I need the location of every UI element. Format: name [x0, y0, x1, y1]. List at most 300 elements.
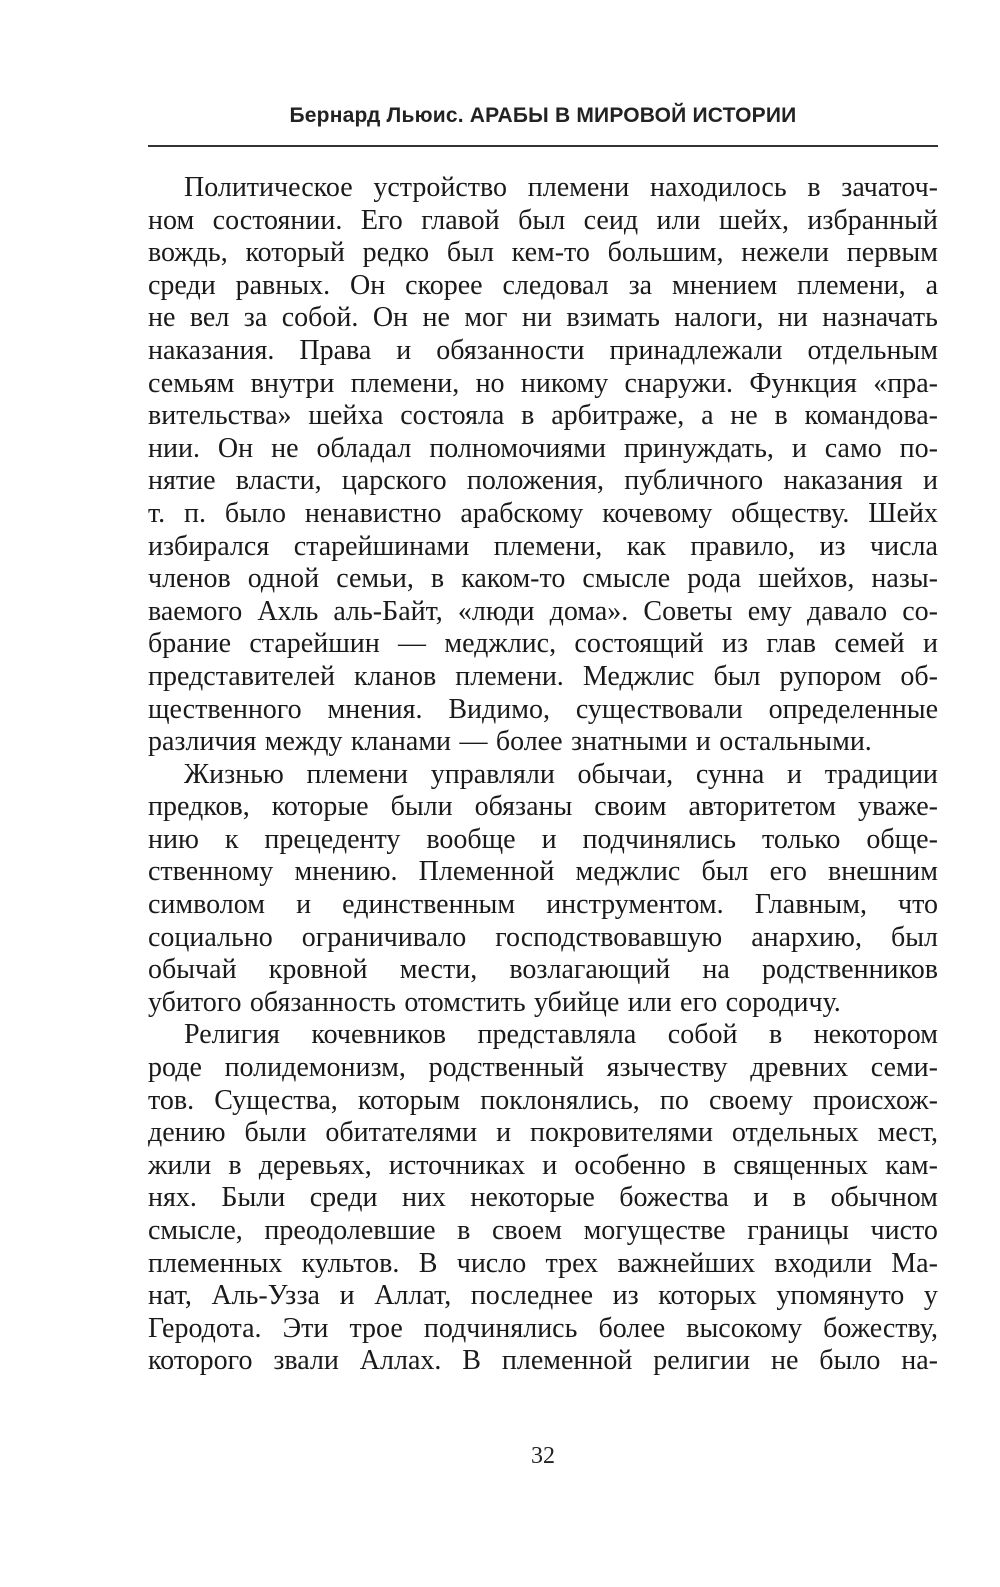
word: рупором	[779, 660, 882, 692]
word: само	[824, 432, 882, 464]
word: них	[401, 1182, 446, 1214]
text-line	[148, 987, 938, 1020]
word: своим	[594, 791, 667, 823]
word: кочевому	[602, 497, 713, 529]
word: избранный	[807, 204, 938, 236]
word: племени.	[455, 660, 564, 692]
word: обитателями	[325, 1117, 478, 1149]
word: членов	[148, 563, 231, 595]
text-line	[148, 661, 938, 694]
word: большим,	[607, 237, 724, 269]
word: со-	[902, 595, 938, 627]
word: священных	[733, 1149, 869, 1181]
word: сородичу.	[725, 986, 841, 1018]
word: что	[898, 889, 938, 921]
word: числа	[870, 530, 938, 562]
word: Эти	[282, 1312, 329, 1344]
word: и	[541, 823, 557, 855]
word: как	[626, 530, 666, 562]
word: отдельных	[731, 1117, 859, 1149]
word: инструментом.	[546, 889, 724, 921]
word: вождь,	[148, 237, 228, 269]
word: вообще	[426, 823, 516, 855]
word: а	[701, 400, 714, 432]
word: семей	[834, 628, 905, 660]
word: Он	[372, 302, 409, 334]
word: в	[702, 1149, 717, 1181]
word: в	[768, 1019, 783, 1051]
word: принуждать,	[623, 432, 774, 464]
word: обязанность	[249, 986, 396, 1018]
text-line	[148, 335, 938, 368]
word: Меджлис	[582, 660, 695, 692]
word: трое	[349, 1312, 403, 1344]
word: на	[702, 954, 730, 986]
word: Его	[360, 204, 403, 236]
word: источниках	[388, 1149, 526, 1181]
text-line	[148, 237, 938, 270]
word: устройство	[373, 172, 508, 203]
word: обычном	[830, 1182, 938, 1214]
text-line	[148, 1313, 938, 1346]
word: был	[890, 921, 938, 953]
word: Религия	[184, 1019, 280, 1051]
text-line	[148, 368, 938, 401]
word: нятие	[148, 465, 216, 497]
word: нии.	[148, 432, 200, 464]
word: мести,	[399, 954, 478, 986]
word: кем-то	[511, 237, 590, 269]
word: племени	[306, 758, 409, 790]
word: племенной	[501, 1345, 633, 1377]
word: управляли	[430, 758, 555, 790]
word: был	[701, 856, 749, 888]
word: ему	[747, 595, 792, 627]
word: избирался	[148, 530, 270, 562]
word: Аллах.	[359, 1345, 442, 1377]
word: представителей	[148, 660, 335, 692]
word: ни	[521, 302, 552, 334]
word: остальными.	[719, 726, 872, 758]
word: убийце	[534, 986, 620, 1018]
word: жили	[148, 1149, 212, 1181]
word: семьям	[148, 367, 235, 399]
word: полномочиями	[429, 432, 606, 464]
word: отомстить	[404, 986, 526, 1018]
word: налоги,	[674, 302, 764, 334]
word: был	[518, 204, 566, 236]
word: символом	[148, 889, 265, 921]
word: давало	[806, 595, 888, 627]
word: Политическое	[184, 172, 353, 203]
word: обладал	[316, 432, 412, 464]
text-line	[148, 1280, 938, 1313]
word: и	[496, 1117, 512, 1149]
word: из	[612, 1280, 639, 1312]
word: упомянуто	[776, 1280, 905, 1312]
word: последнее	[470, 1280, 594, 1312]
text-line	[148, 205, 938, 238]
word: шейхов,	[758, 563, 855, 595]
word: своему	[708, 1084, 793, 1116]
word: прецеденту	[264, 823, 401, 855]
word: обычай	[148, 954, 237, 986]
word: трех	[545, 1247, 599, 1279]
word: Видимо,	[448, 693, 550, 725]
word: Жизнью	[184, 758, 284, 790]
word: которым	[357, 1084, 461, 1116]
word: были	[244, 1117, 307, 1149]
text-line	[148, 889, 938, 922]
word: Были	[221, 1182, 286, 1214]
word: наказания.	[148, 334, 275, 366]
word: назначать	[822, 302, 938, 334]
word: авторитетом	[688, 791, 836, 823]
word: звали	[273, 1345, 339, 1377]
word: возлагающий	[509, 954, 671, 986]
word: было	[224, 497, 286, 529]
word: состоянии.	[212, 204, 343, 236]
word: дома».	[549, 595, 629, 627]
text-line	[148, 1150, 938, 1183]
word: определенные	[768, 693, 938, 725]
word: за	[243, 302, 268, 334]
word: которого	[148, 1345, 253, 1377]
word: более	[598, 1312, 666, 1344]
word: шейха	[308, 400, 384, 432]
word: единственным	[342, 889, 516, 921]
word: его	[769, 856, 807, 888]
word: особенно	[574, 1149, 686, 1181]
word: Права	[299, 334, 372, 366]
word: кровной	[268, 954, 368, 986]
word: нях.	[148, 1182, 197, 1214]
word: вел	[189, 302, 230, 334]
word: следовал	[502, 269, 609, 301]
word: Главным,	[754, 889, 867, 921]
word: который	[245, 237, 345, 269]
word: были	[390, 791, 453, 823]
word: и	[396, 334, 412, 366]
word: власти,	[235, 465, 322, 497]
word: вительства»	[148, 400, 292, 432]
word: старейшин	[249, 628, 380, 660]
word: командова-	[804, 400, 938, 432]
text-line	[148, 791, 938, 824]
word: в	[457, 1215, 471, 1246]
word: зачаточ-	[841, 172, 938, 203]
word: сеид	[583, 204, 639, 236]
text-line	[148, 954, 938, 987]
word: В	[418, 1247, 438, 1279]
word: различия	[148, 726, 257, 758]
text-line	[148, 1248, 938, 1281]
text-line	[148, 856, 938, 889]
word: религии	[653, 1345, 751, 1377]
word: находилось	[649, 172, 787, 203]
word: кланов	[354, 660, 437, 692]
word: подчинялись	[582, 823, 737, 855]
word: своем	[491, 1215, 562, 1246]
word: и	[296, 889, 312, 921]
word: входили	[774, 1247, 872, 1279]
word: т.	[148, 497, 166, 529]
word: мнению.	[294, 856, 398, 888]
text-line	[148, 694, 938, 727]
word: В	[462, 1345, 481, 1377]
word: внешним	[828, 856, 938, 888]
body-text	[148, 172, 938, 1378]
word: снаружи.	[624, 367, 733, 399]
word: Он	[349, 269, 386, 301]
word: Шейх	[868, 497, 938, 529]
page-number: 32	[531, 1443, 555, 1469]
word: обще-	[866, 823, 938, 855]
word: и	[339, 1280, 355, 1312]
word: кам-	[885, 1149, 938, 1181]
word: племени,	[797, 269, 906, 301]
word: мог	[464, 302, 508, 334]
word: племенных	[148, 1247, 283, 1279]
word: существовали	[575, 693, 743, 725]
word: в	[807, 172, 821, 203]
word: Он	[217, 432, 254, 464]
word: у	[923, 1280, 938, 1312]
word: состояла	[400, 400, 505, 432]
word: Племенной	[418, 856, 555, 888]
word: шейх,	[718, 204, 789, 236]
text-line	[148, 1345, 938, 1378]
word: в	[792, 1182, 807, 1214]
text-line	[148, 465, 938, 498]
word: Ма-	[891, 1247, 938, 1279]
word: родственников	[762, 954, 938, 986]
word: арабскому	[460, 497, 584, 529]
word: Геродота.	[148, 1312, 262, 1344]
word: дению	[148, 1117, 226, 1149]
text-line	[148, 596, 938, 629]
word: за	[628, 269, 653, 301]
word: и	[922, 465, 938, 497]
word: язычеству	[606, 1052, 728, 1084]
word: никому	[520, 367, 609, 399]
word: собой	[667, 1019, 738, 1051]
word: племени,	[350, 367, 460, 399]
word: деревьях,	[258, 1149, 372, 1181]
word: уваже-	[857, 791, 938, 823]
text-line	[148, 1215, 938, 1248]
word: не	[271, 432, 299, 464]
word: семьи,	[336, 563, 414, 595]
word: или	[656, 204, 701, 236]
word: его	[680, 986, 718, 1018]
word: был	[446, 237, 494, 269]
text-line	[148, 433, 938, 466]
word: по-	[899, 432, 938, 464]
text-line	[148, 563, 938, 596]
word: —	[398, 628, 427, 660]
word: отдельным	[807, 334, 938, 366]
word: семи-	[870, 1052, 938, 1084]
word: ственному	[148, 856, 274, 888]
word: культов.	[301, 1247, 400, 1279]
word: нат,	[148, 1280, 192, 1312]
word: древних	[750, 1052, 849, 1084]
word: и	[695, 726, 711, 758]
word: племени	[527, 172, 630, 203]
word: более	[495, 726, 563, 758]
word: традиции	[824, 758, 938, 790]
text-line	[148, 302, 938, 335]
word: важнейших	[617, 1247, 756, 1279]
word: «люди	[457, 595, 535, 627]
word: которые	[271, 791, 369, 823]
word: социально	[148, 921, 273, 953]
word: но	[475, 367, 505, 399]
text-line	[148, 1117, 938, 1150]
word: по	[659, 1084, 689, 1116]
word: состоящий	[574, 628, 704, 660]
word: мнения.	[327, 693, 423, 725]
text-line	[148, 531, 938, 564]
word: некотором	[813, 1019, 938, 1051]
word: обычаи,	[577, 758, 674, 790]
word: арбитраже,	[551, 400, 685, 432]
word: ном	[148, 204, 195, 236]
word: меджлис,	[444, 628, 557, 660]
word: смысле,	[148, 1215, 243, 1246]
word: из	[722, 628, 749, 660]
text-line	[148, 400, 938, 433]
word: Функция	[749, 367, 857, 399]
word: положения,	[466, 465, 604, 497]
word: и	[542, 1149, 558, 1181]
word: мнением	[672, 269, 778, 301]
word: обязаны	[474, 791, 573, 823]
word: собой.	[281, 302, 359, 334]
word: каком-то	[461, 563, 566, 595]
word: на-	[901, 1345, 938, 1377]
word: сунна	[695, 758, 765, 790]
word: «пра-	[873, 367, 938, 399]
word: анархию,	[751, 921, 862, 953]
word: нию	[148, 823, 199, 855]
word: чисто	[870, 1215, 938, 1246]
text-line	[148, 759, 938, 792]
word: некоторые	[470, 1182, 595, 1214]
text-line	[148, 1182, 938, 1215]
word: об-	[900, 660, 938, 692]
word: нежели	[741, 237, 830, 269]
word: к	[224, 823, 239, 855]
word: было	[819, 1345, 881, 1377]
word: божеству,	[823, 1312, 938, 1344]
word: покровителями	[529, 1117, 713, 1149]
word: поклонялись,	[480, 1084, 640, 1116]
word: обязанности	[436, 334, 585, 366]
text-line	[148, 1019, 938, 1052]
header-rule	[148, 145, 938, 147]
word: знатными	[570, 726, 688, 758]
word: между	[264, 726, 343, 758]
word: меджлис	[575, 856, 681, 888]
word: старейшинами	[293, 530, 470, 562]
word: щественного	[148, 693, 302, 725]
word: родственный	[428, 1052, 584, 1084]
word: Существа,	[214, 1084, 338, 1116]
word: число	[456, 1247, 527, 1279]
word: Аллат,	[374, 1280, 452, 1312]
word: рода	[687, 563, 742, 595]
text-line	[148, 922, 938, 955]
text-line	[148, 726, 938, 759]
word: которых	[658, 1280, 757, 1312]
word: Ахль	[257, 595, 319, 627]
word: правило,	[690, 530, 795, 562]
word: среди	[309, 1182, 378, 1214]
word: Аль-Узза	[211, 1280, 320, 1312]
word: взимать	[566, 302, 660, 334]
word: редко	[362, 237, 430, 269]
word: принадлежали	[609, 334, 783, 366]
word: представляла	[477, 1019, 637, 1051]
text-line	[148, 498, 938, 531]
word: скорее	[405, 269, 483, 301]
word: роде	[148, 1052, 202, 1084]
word: царского	[341, 465, 447, 497]
text-line	[148, 824, 938, 857]
word: божества	[619, 1182, 729, 1214]
text-line	[148, 172, 938, 205]
word: равных.	[235, 269, 331, 301]
word: племени,	[493, 530, 603, 562]
word: не	[148, 302, 176, 334]
word: и	[922, 628, 938, 660]
word: внутри	[250, 367, 335, 399]
word: Советы	[643, 595, 733, 627]
word: высокому	[686, 1312, 803, 1344]
word: публичного	[624, 465, 764, 497]
word: тов.	[148, 1084, 195, 1116]
text-line	[148, 1085, 938, 1118]
word: среди	[148, 269, 216, 301]
word: кочевников	[311, 1019, 446, 1051]
word: смысле	[582, 563, 671, 595]
word: господствовавшую	[495, 921, 723, 953]
word: полидемонизм,	[224, 1052, 406, 1084]
word: в	[228, 1149, 242, 1181]
word: или	[627, 986, 672, 1018]
word: наказания	[783, 465, 903, 497]
word: кланами	[350, 726, 452, 758]
word: не	[770, 1345, 799, 1377]
word: ненавистно	[304, 497, 442, 529]
text-line	[148, 1052, 938, 1085]
word: а	[925, 269, 938, 301]
word: в	[430, 563, 445, 595]
word: ограничивало	[301, 921, 467, 953]
word: первым	[846, 237, 938, 269]
text-line	[148, 628, 938, 661]
word: из	[819, 530, 846, 562]
word: и	[787, 758, 802, 790]
word: могуществе	[583, 1215, 726, 1246]
word: брание	[148, 628, 232, 660]
word: в	[521, 400, 535, 432]
word: одной	[247, 563, 320, 595]
word: ваемого	[148, 595, 243, 627]
word: и	[791, 432, 807, 464]
